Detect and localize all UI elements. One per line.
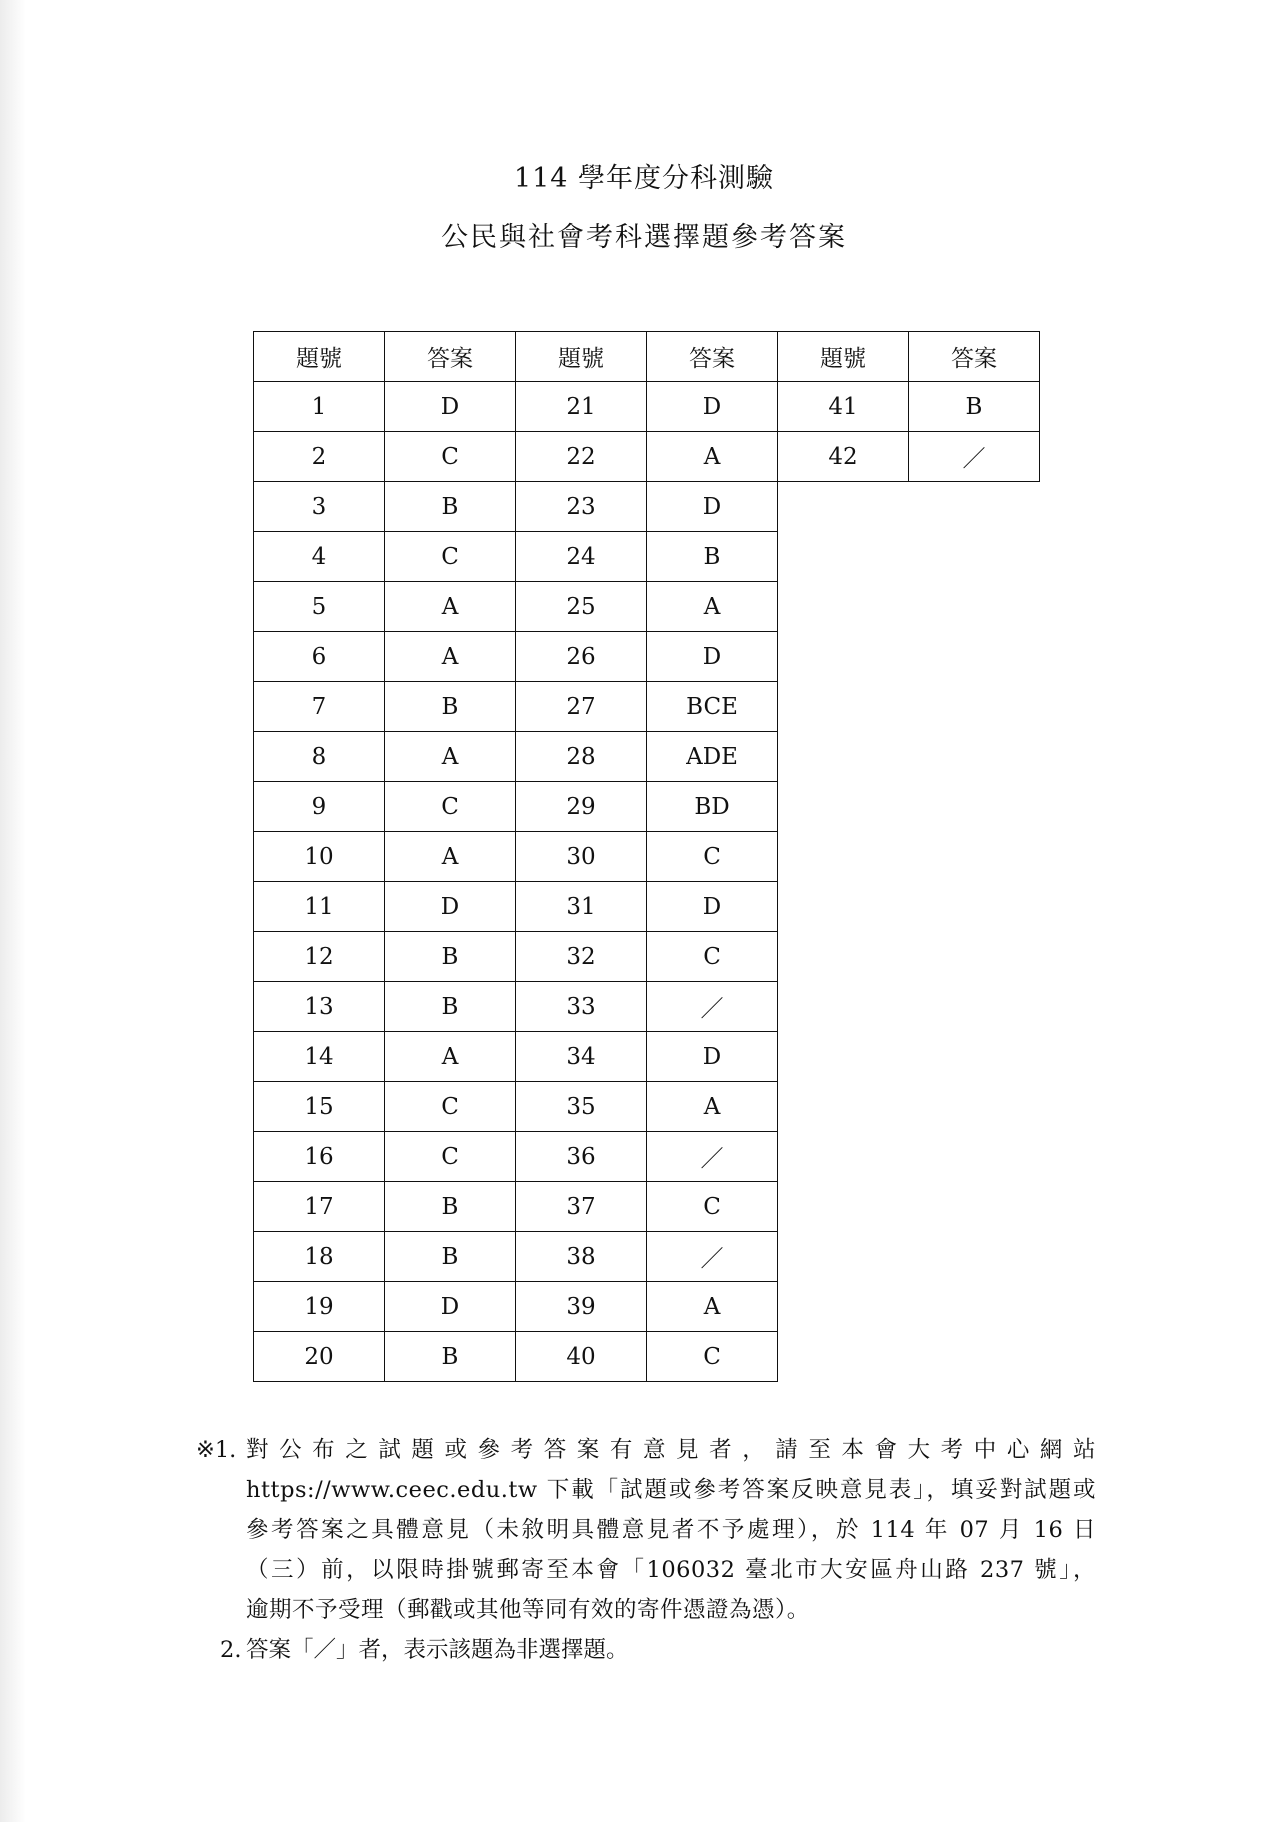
answer-cell: C [385,782,516,832]
note-2-text: 答案「／」者，表示該題為非選擇題。 [246,1637,629,1663]
question-number-cell: 40 [516,1332,647,1382]
question-number-cell: 34 [516,1032,647,1082]
note-1-line: 對公布之試題或參考答案有意見者，請至本會大考中心網站 [246,1437,1096,1463]
table-row [254,882,1040,932]
answer-cell: B [385,682,516,732]
empty-cell [778,882,909,932]
empty-cell [909,882,1040,932]
question-number-cell: 39 [516,1282,647,1332]
question-number-cell: 7 [254,682,385,732]
question-number-cell: 5 [254,582,385,632]
empty-cell [909,1332,1040,1382]
note-1-line: 參考答案之具體意見（未敘明具體意見者不予處理），於 114 年 07 月 16 日 [246,1517,1096,1543]
table-row [254,782,1040,832]
question-number-cell: 35 [516,1082,647,1132]
table-row [254,1132,1040,1182]
answer-table-body [254,382,1040,1382]
document-title: 114 學年度分科測驗 [513,163,775,194]
answer-cell: BD [647,782,778,832]
table-row [254,832,1040,882]
question-number-cell: 2 [254,432,385,482]
question-number-cell: 18 [254,1232,385,1282]
header-answer: 答案 [909,332,1040,382]
table-row [254,382,1040,432]
table-row [254,732,1040,782]
question-number-cell: 23 [516,482,647,532]
answer-cell: B [385,1332,516,1382]
table-row [254,582,1040,632]
table-row [254,482,1040,532]
header-question-number: 題號 [516,332,647,382]
answer-cell: C [385,1082,516,1132]
page-edge-shadow [0,0,26,1822]
table-row [254,1232,1040,1282]
answer-cell: ／ [647,1232,778,1282]
table-row [254,682,1040,732]
question-number-cell: 32 [516,932,647,982]
answer-cell: ／ [647,982,778,1032]
empty-cell [778,1082,909,1132]
empty-cell [909,1282,1040,1332]
answer-cell: A [385,732,516,782]
answer-cell: A [647,1282,778,1332]
empty-cell [778,932,909,982]
answer-cell: D [647,482,778,532]
question-number-cell: 41 [778,382,909,432]
question-number-cell: 29 [516,782,647,832]
note-1-body [246,1430,1096,1630]
empty-cell [778,732,909,782]
table-row [254,932,1040,982]
table-row [254,532,1040,582]
notes-section [196,1430,1096,1670]
answer-cell: B [385,982,516,1032]
question-number-cell: 26 [516,632,647,682]
header-answer: 答案 [647,332,778,382]
empty-cell [778,582,909,632]
table-row [254,982,1040,1032]
header-question-number: 題號 [778,332,909,382]
answer-cell: A [647,1082,778,1132]
empty-cell [778,1332,909,1382]
empty-cell [909,832,1040,882]
question-number-cell: 22 [516,432,647,482]
answer-cell: B [909,382,1040,432]
answer-cell: C [647,932,778,982]
note-2-mark: 2. [220,1637,242,1663]
answer-cell: C [385,532,516,582]
question-number-cell: 38 [516,1232,647,1282]
question-number-cell: 19 [254,1282,385,1332]
empty-cell [778,1182,909,1232]
question-number-cell: 15 [254,1082,385,1132]
question-number-cell: 11 [254,882,385,932]
answer-cell: D [647,382,778,432]
answer-cell: B [385,1232,516,1282]
empty-cell [909,1082,1040,1132]
table-row [254,632,1040,682]
empty-cell [909,682,1040,732]
empty-cell [909,1032,1040,1082]
question-number-cell: 21 [516,382,647,432]
answer-cell: C [647,1332,778,1382]
question-number-cell: 20 [254,1332,385,1382]
question-number-cell: 10 [254,832,385,882]
document-subtitle: 公民與社會考科選擇題參考答案 [441,222,847,253]
empty-cell [909,582,1040,632]
empty-cell [909,1182,1040,1232]
answer-cell: ／ [647,1132,778,1182]
question-number-cell: 24 [516,532,647,582]
question-number-cell: 16 [254,1132,385,1182]
empty-cell [778,1132,909,1182]
empty-cell [778,632,909,682]
question-number-cell: 8 [254,732,385,782]
question-number-cell: 12 [254,932,385,982]
answer-cell: D [647,1032,778,1082]
question-number-cell: 13 [254,982,385,1032]
empty-cell [909,1132,1040,1182]
empty-cell [909,532,1040,582]
question-number-cell: 36 [516,1132,647,1182]
empty-cell [909,982,1040,1032]
empty-cell [909,932,1040,982]
table-row [254,1182,1040,1232]
answer-cell: B [385,482,516,532]
note-1-mark: ※1. [196,1437,237,1463]
empty-cell [909,782,1040,832]
answer-cell: A [385,582,516,632]
empty-cell [778,1232,909,1282]
question-number-cell: 17 [254,1182,385,1232]
note-2 [196,1630,1096,1670]
answer-cell: A [385,1032,516,1082]
empty-cell [778,782,909,832]
question-number-cell: 31 [516,882,647,932]
answer-cell: C [647,1182,778,1232]
table-row [254,432,1040,482]
empty-cell [778,482,909,532]
empty-cell [778,1032,909,1082]
answer-cell: D [647,882,778,932]
header-answer: 答案 [385,332,516,382]
table-row [254,1332,1040,1382]
answer-cell: D [385,1282,516,1332]
table-row [254,1082,1040,1132]
question-number-cell: 30 [516,832,647,882]
answer-cell: B [385,932,516,982]
note-1-line: https://www.ceec.edu.tw 下載「試題或參考答案反映意見表」，填妥對試題或 [246,1477,1096,1503]
question-number-cell: 4 [254,532,385,582]
question-number-cell: 3 [254,482,385,532]
empty-cell [778,1282,909,1332]
answer-cell: A [385,632,516,682]
answer-cell: A [647,432,778,482]
note-1 [196,1430,1096,1630]
answer-cell: C [385,432,516,482]
question-number-cell: 1 [254,382,385,432]
answer-cell: B [647,532,778,582]
answer-cell: C [385,1132,516,1182]
empty-cell [909,732,1040,782]
empty-cell [909,632,1040,682]
question-number-cell: 28 [516,732,647,782]
empty-cell [909,1232,1040,1282]
answer-cell: BCE [647,682,778,732]
answer-cell: A [385,832,516,882]
answer-cell: A [647,582,778,632]
answer-cell: D [385,882,516,932]
table-header-row [254,332,1040,382]
answer-cell: ADE [647,732,778,782]
question-number-cell: 27 [516,682,647,732]
answer-cell: D [647,632,778,682]
answer-cell: D [385,382,516,432]
empty-cell [778,682,909,732]
answer-cell: ／ [909,432,1040,482]
question-number-cell: 25 [516,582,647,632]
empty-cell [909,482,1040,532]
header-question-number: 題號 [254,332,385,382]
question-number-cell: 9 [254,782,385,832]
question-number-cell: 14 [254,1032,385,1082]
empty-cell [778,982,909,1032]
question-number-cell: 42 [778,432,909,482]
note-1-line: 逾期不予受理（郵戳或其他等同有效的寄件憑證為憑）。 [246,1597,810,1623]
question-number-cell: 33 [516,982,647,1032]
note-1-line: （三）前，以限時掛號郵寄至本會「106032 臺北市大安區舟山路 237 號」， [246,1557,1096,1583]
empty-cell [778,532,909,582]
empty-cell [778,832,909,882]
question-number-cell: 37 [516,1182,647,1232]
answer-cell: B [385,1182,516,1232]
table-row [254,1032,1040,1082]
answer-table [253,331,1040,1382]
question-number-cell: 6 [254,632,385,682]
answer-cell: C [647,832,778,882]
table-row [254,1282,1040,1332]
